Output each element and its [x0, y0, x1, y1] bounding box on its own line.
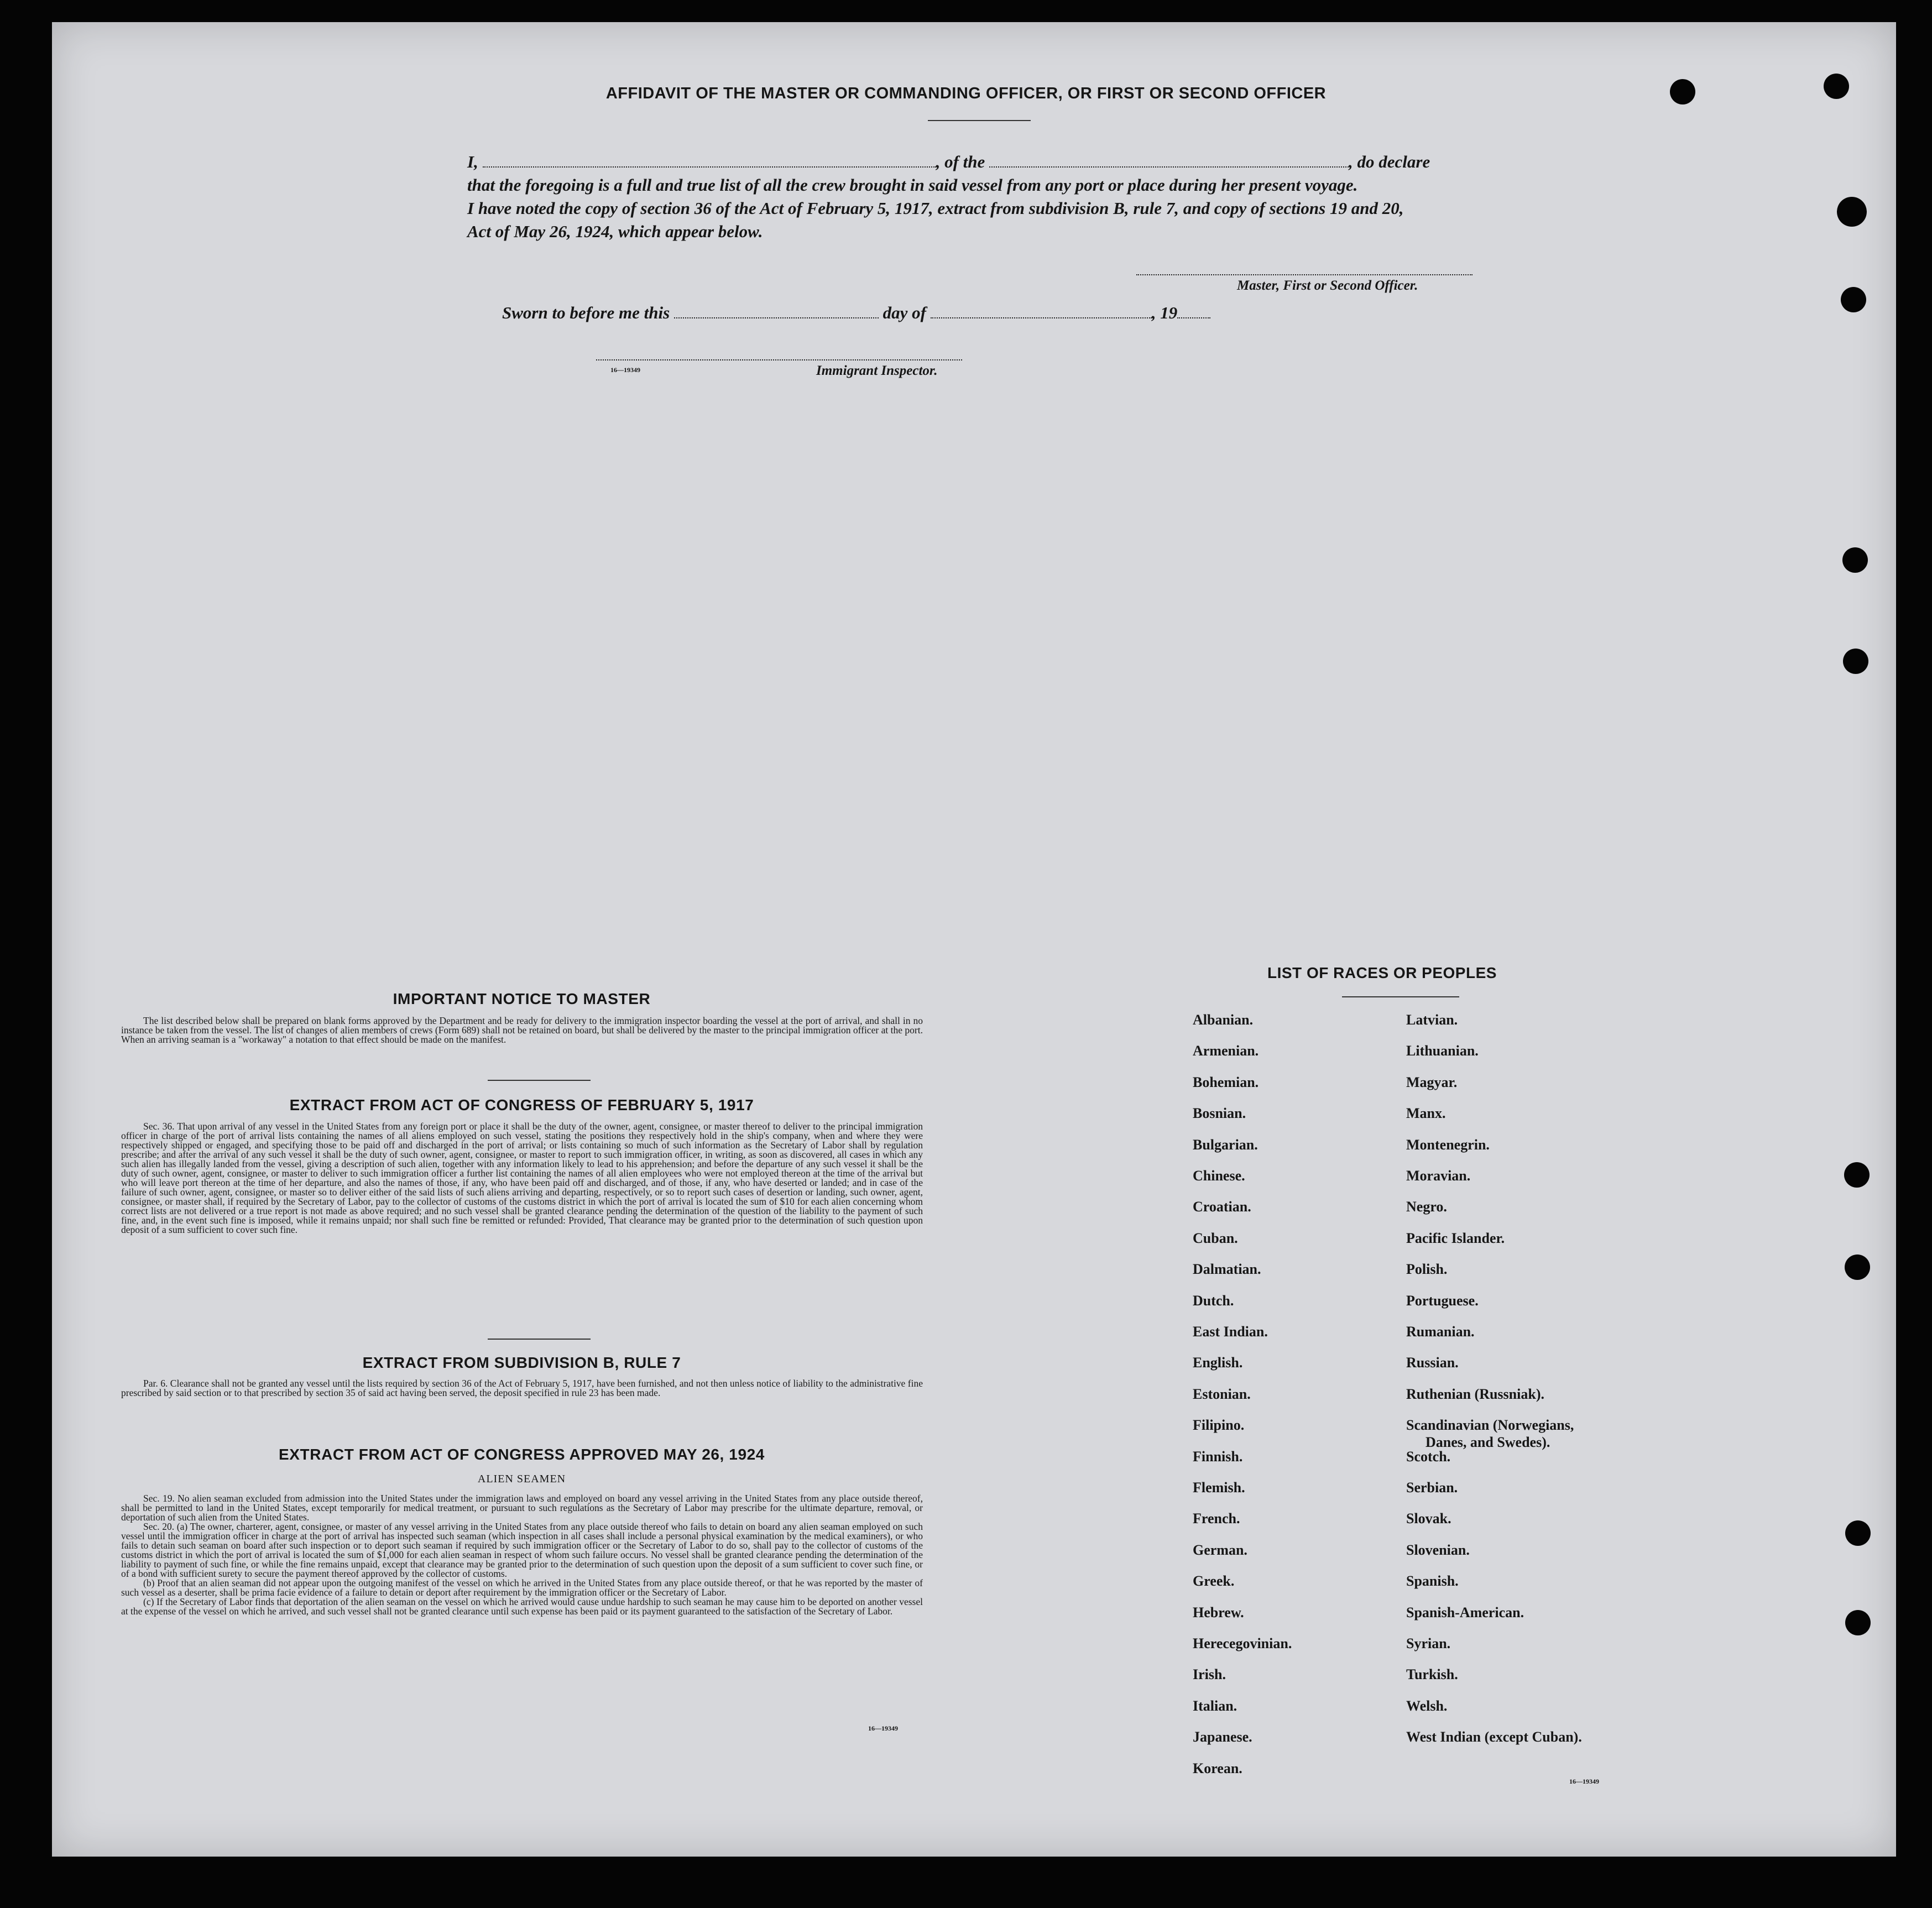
- divider: [1342, 996, 1459, 997]
- race-item: Bulgarian.: [1193, 1136, 1258, 1153]
- race-item: Slovak.: [1406, 1510, 1451, 1527]
- race-item: Armenian.: [1193, 1043, 1259, 1059]
- punch-hole: [1837, 197, 1867, 227]
- race-item: Turkish.: [1406, 1666, 1458, 1683]
- divider: [488, 1339, 591, 1340]
- section-19-paragraph: Sec. 19. No alien seaman excluded from admission into the United States under the immigration laws and employed on board any vessel arriving in the United States from any place outside thereof, shall be permitted to land in the United States, except temporarily for medical treatment, or pursuant to such regulations as the Secretary of Labor may prescribe for the ultimate departure, removal, or deportation of such alien from the United States.: [121, 1493, 923, 1523]
- punch-hole: [1841, 287, 1866, 312]
- race-item: Chinese.: [1193, 1168, 1245, 1184]
- affidavit-of-the-label: , of the: [936, 152, 985, 171]
- day-blank[interactable]: [674, 303, 879, 318]
- race-item: Magyar.: [1406, 1074, 1458, 1090]
- race-item: Croatian.: [1193, 1199, 1251, 1215]
- notice-text: [121, 1016, 923, 1044]
- race-item: Pacific Islander.: [1406, 1230, 1505, 1246]
- punch-hole: [1842, 547, 1868, 573]
- race-item: Serbian.: [1406, 1480, 1458, 1496]
- section-20a-paragraph: Sec. 20. (a) The owner, charterer, agent, consignee, or master of any vessel arriving in the United States from any place outside thereof who fails to detain on board any alien seaman employed on such vessel until the immigration officer in charge at the port of arrival has inspected such seaman (which inspection in all cases shall include a personal physical examination by the medical examiners), or who fails to detain such seaman on board after such inspection or to deport such seaman if required by such immigration officer or the Secretary of Labor to do so, shall pay to the collector of customs of the customs district in which the port of arrival is located the sum of $1,000 for each alien seaman in respect of whom such failure occurs. No vessel shall be granted clearance pending the determination of the liability to payment of such fine, or while the fine remains unpaid, except that clearance may be granted prior to the determination of such question upon the deposit of a sum sufficient to cover such fine, or of a bond with sufficient surety to secure the payment thereof approved by the collector of customs.: [121, 1521, 923, 1579]
- race-item: Lithuanian.: [1406, 1043, 1479, 1059]
- signature-label: Master, First or Second Officer.: [1237, 278, 1418, 293]
- affidavit-line-2: that the foregoing is a full and true list of all the crew brought in said vessel from any port or place during her present voyage.: [467, 175, 1358, 195]
- race-item: German.: [1193, 1541, 1247, 1558]
- race-item: Greek.: [1193, 1573, 1235, 1590]
- race-item: Moravian.: [1406, 1168, 1471, 1184]
- divider: [928, 120, 1031, 121]
- inspector-label: Immigrant Inspector.: [816, 363, 938, 378]
- affidavit-title: AFFIDAVIT OF THE MASTER OR COMMANDING OFFICER, OR FIRST OR SECOND OFFICER: [605, 85, 1327, 102]
- extract-1924-text: [121, 1494, 923, 1616]
- extract-1917-text: [121, 1122, 923, 1235]
- race-item: Bosnian.: [1193, 1105, 1246, 1122]
- inspector-line[interactable]: [596, 359, 962, 360]
- race-item: Filipino.: [1193, 1417, 1245, 1434]
- race-item: Montenegrin.: [1406, 1136, 1490, 1153]
- race-item: Latvian.: [1406, 1012, 1458, 1028]
- race-item: Scandinavian (Norwegians,: [1406, 1417, 1574, 1434]
- race-item: West Indian (except Cuban).: [1406, 1729, 1582, 1745]
- race-item: Danes, and Swedes).: [1425, 1434, 1550, 1451]
- par-6-paragraph: Par. 6. Clearance shall not be granted any vessel until the lists required by section 36 of the Act of February 5, 1917, have been furnished, and not then unless notice of liability to the administrative fine prescribed by said section or to that prescribed by section 35 of said act having been served, the deposit specified in rule 23 has been made.: [121, 1378, 923, 1398]
- divider: [488, 1080, 591, 1081]
- race-item: Spanish-American.: [1406, 1604, 1524, 1621]
- punch-hole: [1844, 1162, 1870, 1188]
- race-item: Flemish.: [1193, 1480, 1245, 1496]
- affidavit-line-3: I have noted the copy of section 36 of the Act of February 5, 1917, extract from subdivision B, rule 7, and copy of sections 19 and 20,: [467, 198, 1404, 218]
- race-item: Manx.: [1406, 1105, 1446, 1122]
- extract-1917-heading: EXTRACT FROM ACT OF CONGRESS OF FEBRUARY 5, 1917: [289, 1096, 754, 1114]
- section-20b-paragraph: (b) Proof that an alien seaman did not appear upon the outgoing manifest of the vessel on which he arrived in the United States from any place outside thereof, or that he was reported by the master of such vessel as a deserter, shall be prima facie evidence of a failure to detain or deport after requirement by the immigration officer or the Secretary of Labor.: [121, 1577, 923, 1598]
- race-item: Syrian.: [1406, 1635, 1451, 1651]
- extract-1924-heading: EXTRACT FROM ACT OF CONGRESS APPROVED MAY 26, 1924: [279, 1446, 765, 1463]
- year-blank[interactable]: [1177, 303, 1210, 318]
- race-item: Irish.: [1193, 1666, 1226, 1683]
- race-item: Hebrew.: [1193, 1604, 1244, 1621]
- form-number: 16—19349: [868, 1724, 898, 1732]
- race-item: French.: [1193, 1510, 1240, 1527]
- race-item: Slovenian.: [1406, 1541, 1470, 1558]
- punch-hole: [1845, 1610, 1871, 1635]
- race-item: Herecegovinian.: [1193, 1635, 1292, 1651]
- race-item: Bohemian.: [1193, 1074, 1259, 1090]
- race-item: Cuban.: [1193, 1230, 1238, 1246]
- rule7-heading: EXTRACT FROM SUBDIVISION B, RULE 7: [362, 1354, 681, 1371]
- rule7-text: [121, 1379, 923, 1398]
- punch-hole: [1845, 1520, 1871, 1546]
- punch-hole: [1845, 1254, 1870, 1280]
- race-item: Scotch.: [1406, 1448, 1451, 1465]
- race-item: Spanish.: [1406, 1573, 1459, 1590]
- race-item: Korean.: [1193, 1760, 1242, 1776]
- race-item: Rumanian.: [1406, 1324, 1475, 1340]
- name-blank[interactable]: [483, 152, 936, 168]
- race-item: Albanian.: [1193, 1012, 1254, 1028]
- day-of-label: day of: [883, 303, 926, 322]
- race-item: Ruthenian (Russniak).: [1406, 1386, 1544, 1402]
- section-36-paragraph: Sec. 36. That upon arrival of any vessel in the United States from any foreign port or place it shall be the duty of the owner, agent, consignee, or master thereof to deliver to the principal immigration officer in charge of the port of arrival lists containing the names of all aliens employed on such vessel, stating the positions they respectively hold in the ship's company, when and where they were respectively shipped or engaged, and specifying those to be paid off and discharged in the port of arrival; or lists containing so much of such information as the Secretary of Labor shall by regulation prescribe; and after the arrival of any such vessel it shall be the duty of such owner, agent, consignee, or master to report to such immigration officer, in writing, as soon as discovered, all cases in which any such alien has illegally landed from the vessel, giving a description of such alien, together with any information likely to lead to his apprehension; and before the departure of any such vessel it shall be the duty of such owner, agent, consignee, or master to deliver to such immigration officer a further list containing the names of all alien employees who were not employed thereon at the time of the arrival but who will leave port thereon at the time of her departure, and also the names of those, if any, who have been paid off and discharged, and of those, if any, who have deserted or landed; and in case of the failure of such owner, agent, consignee, or master so to deliver either of the said lists of such aliens arriving and departing, respectively, or so to report such cases of desertion or landing, such owner, agent, consignee, or master shall, if required by the Secretary of Labor, pay to the collector of customs of the customs district in which the port of arrival is located the sum of $10 for each alien concerning whom correct lists are not delivered or a true report is not made as above required; and no such vessel shall be granted clearance pending the determination of the question of the liability to the payment of such fine, and, in the event such fine is imposed, while it remains unpaid; nor shall such fine be remitted or refunded: Provided, That clearance may be granted prior to the determination of such question upon deposit of a sum sufficient to cover such fine.: [121, 1121, 923, 1235]
- month-blank[interactable]: [931, 303, 1152, 318]
- race-item: Welsh.: [1406, 1697, 1448, 1714]
- race-item: Finnish.: [1193, 1448, 1243, 1465]
- section-20c-paragraph: (c) If the Secretary of Labor finds that deportation of the alien seaman on the vessel on which he arrived would cause undue hardship to such seaman he may cause him to be deported on another vessel at the expense of the vessel on which he arrived, and such vessel shall not be granted clearance until such expense has been paid or its payment guaranteed to the satisfaction of the Secretary of Labor.: [121, 1596, 923, 1617]
- year-label: , 19: [1151, 303, 1178, 322]
- race-item: Russian.: [1406, 1355, 1459, 1371]
- race-item: East Indian.: [1193, 1324, 1268, 1340]
- races-heading: LIST OF RACES OR PEOPLES: [1267, 964, 1497, 981]
- affidavit-declare-label: , do declare: [1349, 152, 1430, 171]
- affidavit-line-1: [467, 150, 1430, 174]
- race-item: Portuguese.: [1406, 1292, 1479, 1309]
- notice-heading: IMPORTANT NOTICE TO MASTER: [393, 990, 651, 1007]
- affidavit-line-4: Act of May 26, 1924, which appear below.: [467, 222, 763, 241]
- race-item: Dutch.: [1193, 1292, 1234, 1309]
- form-number: 16—19349: [610, 366, 640, 374]
- race-item: Dalmatian.: [1193, 1261, 1261, 1278]
- sworn-line: [502, 301, 1210, 325]
- race-item: Estonian.: [1193, 1386, 1251, 1402]
- race-item: English.: [1193, 1355, 1243, 1371]
- notice-paragraph: The list described below shall be prepared on blank forms approved by the Department and be ready for delivery to the immigration inspector boarding the vessel at the port of arrival, and shall in no instance be taken from the vessel. The list of changes of alien members of crews (Form 689) shall not be retained on board, but shall be delivered by the master to the principal immigration officer at the port. When an arriving seaman is a "workaway" a notation to that effect should be made on the manifest.: [121, 1015, 923, 1045]
- affidavit-i-label: I,: [467, 152, 478, 171]
- race-item: Negro.: [1406, 1199, 1447, 1215]
- alien-seamen-subheading: ALIEN SEAMEN: [477, 1473, 566, 1485]
- race-item: Polish.: [1406, 1261, 1448, 1278]
- race-item: Japanese.: [1193, 1729, 1252, 1745]
- punch-hole: [1843, 649, 1868, 674]
- race-item: Italian.: [1193, 1697, 1237, 1714]
- sworn-label: Sworn to before me this: [502, 303, 670, 322]
- signature-line[interactable]: [1136, 274, 1473, 275]
- form-number: 16—19349: [1569, 1778, 1599, 1785]
- vessel-blank[interactable]: [989, 152, 1349, 168]
